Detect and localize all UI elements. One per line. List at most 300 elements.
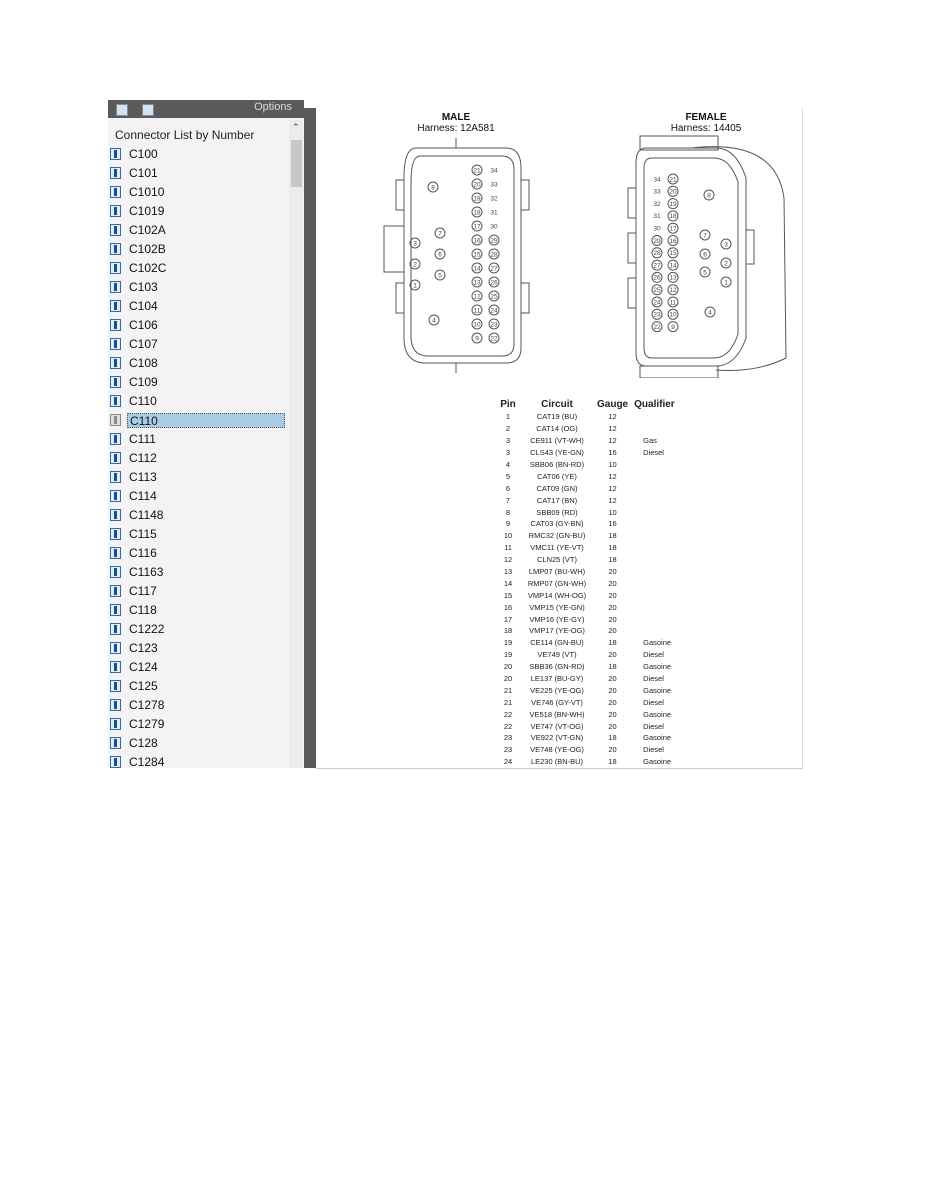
pin-25 [652,285,662,295]
svg-text:30: 30 [490,223,498,231]
svg-text:26: 26 [653,274,661,282]
table-row [496,756,678,768]
connector-list-item[interactable] [110,621,290,637]
svg-text:22: 22 [490,335,498,343]
pin-11 [472,305,482,315]
male-harness: Harness: 12A581 [417,123,495,134]
female-connector-outline [628,136,786,378]
cell-circuit: CAT06 (YE) [537,471,577,481]
cell-circuit: LE137 (BU-GY) [530,674,584,684]
connector-icon [110,452,121,464]
cell-pin: 15 [503,590,513,600]
pin-14 [472,263,482,273]
svg-text:8: 8 [431,184,435,192]
panel-toolbar [108,100,304,118]
cell-gauge: 18 [608,733,617,743]
connector-list-item[interactable] [110,488,290,504]
connector-label: C1148 [129,507,164,522]
table-row [496,470,678,482]
table-row [496,411,678,423]
connector-label: C102A [129,222,166,237]
cell-gauge: 20 [608,602,617,612]
cell-circuit: CLN25 (VT) [536,555,577,565]
cell-qualifier: Diesel [643,745,664,755]
svg-text:23: 23 [653,311,661,319]
cell-qualifier [631,423,678,435]
cell-circuit: CAT14 (OG) [536,424,578,434]
connector-list-item[interactable] [110,564,290,580]
svg-text:24: 24 [653,299,661,307]
connector-list-panel [108,100,304,768]
connector-label: C110 [127,413,285,428]
pin-21 [472,165,482,175]
cell-qualifier: Gasoine [643,685,672,695]
svg-text:1: 1 [413,282,417,290]
cell-circuit: VE922 (VT-GN) [530,733,584,743]
cell-pin: 14 [503,578,513,588]
cell-pin: 8 [505,507,511,517]
connector-icon [110,623,121,635]
table-row [496,732,678,744]
pin-9 [668,322,678,332]
table-row [496,649,678,661]
svg-text:19: 19 [473,195,481,203]
pin-5 [700,267,710,277]
female-label: FEMALE [685,112,727,123]
connector-icon [110,680,121,692]
connector-label: C1279 [129,716,165,731]
cell-gauge: 20 [608,578,617,588]
connector-list-item[interactable] [110,583,290,599]
cell-pin: 3 [505,436,511,446]
svg-text:20: 20 [473,181,481,189]
svg-text:14: 14 [669,262,677,270]
cell-circuit: LMP07 (BU-WH) [528,567,586,577]
pin-27 [489,263,499,273]
connector-icon [110,357,121,369]
cell-pin: 6 [505,483,511,493]
svg-text:6: 6 [703,251,707,259]
svg-text:23: 23 [490,321,498,329]
svg-text:4: 4 [432,317,436,325]
svg-text:24: 24 [490,307,498,315]
connector-label: C101 [129,165,158,180]
cell-circuit: VE225 (YE-OG) [530,685,584,695]
table-row [496,447,678,459]
cell-pin: 3 [505,448,511,458]
cell-circuit: CLS43 (YE-GN) [530,448,584,458]
connector-label: C1163 [129,564,164,579]
svg-text:16: 16 [669,237,677,245]
pin-3 [721,239,731,249]
cell-qualifier [631,577,678,589]
cell-qualifier: Gas [643,436,657,446]
svg-text:9: 9 [475,335,479,343]
pin-23 [489,319,499,329]
svg-text:17: 17 [473,223,481,231]
male-connector-outline [384,138,529,373]
connector-icon [110,205,121,217]
pin-6 [435,249,445,259]
cell-gauge: 12 [608,436,617,446]
svg-text:3: 3 [724,241,728,249]
column-header: Gauge [597,399,629,410]
pin-30 [653,226,661,233]
connector-icon [110,471,121,483]
cell-gauge: 20 [608,614,617,624]
cell-gauge: 20 [608,745,617,755]
connector-label: C111 [129,431,156,446]
cell-pin: 19 [503,650,513,660]
table-row [496,435,678,447]
pin-31 [490,209,498,216]
cell-circuit: CE911 (VT-WH) [530,436,584,446]
cell-pin: 21 [503,685,513,695]
table-row [496,423,678,435]
toolbar-icon-2[interactable] [142,104,154,116]
cell-qualifier: Diesel [643,697,664,707]
pin-30 [490,223,498,230]
connector-list-item[interactable] [110,222,290,238]
pin-23 [652,309,662,319]
male-label: MALE [441,112,471,123]
connector-icon [110,566,121,578]
cell-qualifier [631,494,678,506]
connector-icon [110,528,121,540]
pin-25 [489,291,499,301]
svg-text:8: 8 [707,192,711,200]
table-row [496,696,678,708]
svg-text:3: 3 [413,240,417,248]
pin-1 [721,277,731,287]
cell-pin: 18 [503,626,513,636]
cell-circuit: VMC11 (YE-VT) [530,543,584,553]
cell-qualifier [631,518,678,530]
svg-text:5: 5 [438,272,442,280]
connector-icon [110,509,121,521]
cell-gauge: 20 [608,674,617,684]
pin-4 [705,307,715,317]
connector-diagrams [316,108,802,378]
pin-16 [668,236,678,246]
svg-text:31: 31 [490,209,498,217]
svg-text:27: 27 [653,262,661,270]
pin-31 [653,213,661,220]
connector-icon [110,490,121,502]
cell-gauge: 20 [608,697,617,707]
connector-list-item[interactable] [110,241,290,257]
svg-text:2: 2 [413,261,417,269]
pin-12 [668,285,678,295]
cell-gauge: 20 [608,685,617,695]
scrollbar-thumb[interactable] [291,140,302,187]
cell-circuit: VMP16 (YE-GY) [529,614,585,624]
connector-label: C113 [129,469,157,484]
pin-7 [700,230,710,240]
pin-34 [653,176,661,183]
cell-circuit: RMC32 (GN-BU) [528,531,586,541]
cell-gauge: 20 [608,567,617,577]
cell-circuit: CAT03 (GY-BN) [530,519,584,529]
pin-21 [668,174,678,184]
svg-text:28: 28 [653,250,661,258]
connector-icon [110,319,121,331]
toolbar-icon-1[interactable] [116,104,128,116]
table-row [496,482,678,494]
pin-table [496,398,678,768]
connector-list-item[interactable] [110,602,290,618]
cell-pin: 21 [503,697,513,707]
cell-gauge: 20 [608,650,617,660]
cell-pin: 20 [503,674,513,684]
connector-list-item[interactable] [110,659,290,675]
connector-label: C114 [129,488,157,503]
connector-icon [110,338,121,350]
connector-list-item[interactable] [110,184,290,200]
svg-text:29: 29 [653,237,661,245]
connector-label: C123 [129,640,158,655]
cell-pin: 1 [505,412,511,422]
cell-pin: 7 [505,495,511,505]
connector-list-item[interactable] [110,697,290,713]
cell-gauge: 16 [608,519,617,529]
connector-label: C109 [129,374,158,389]
table-row [496,661,678,673]
svg-text:12: 12 [473,293,481,301]
connector-list-item[interactable] [110,203,290,219]
column-header: Pin [500,399,516,410]
pin-8 [704,190,714,200]
svg-text:28: 28 [490,251,498,259]
svg-text:31: 31 [653,213,661,221]
table-row [496,566,678,578]
cell-pin: 23 [503,733,513,743]
connector-icon [110,718,121,730]
scrollbar[interactable] [289,120,303,768]
table-row [496,637,678,649]
cell-qualifier: Diesel [643,448,664,458]
cell-pin: 12 [503,555,513,565]
cell-circuit: VE748 (YE-OG) [530,745,584,755]
connector-label: C128 [129,735,158,750]
cell-circuit: CAT17 (BN) [536,495,578,505]
svg-text:11: 11 [473,307,481,315]
connector-icon [110,433,121,445]
cell-pin: 17 [503,614,513,624]
pin-32 [653,201,661,208]
connector-list-item[interactable] [110,754,290,768]
table-row [496,708,678,720]
cell-gauge: 18 [608,555,617,565]
connector-label: C100 [129,146,158,161]
cell-pin: 5 [505,471,511,481]
cell-qualifier [631,625,678,637]
connector-icon [110,699,121,711]
connector-label: C1222 [129,621,165,636]
cell-circuit: VE747 (VT-OG) [530,721,584,731]
table-row [496,518,678,530]
connector-list-item[interactable] [110,469,290,485]
cell-gauge: 16 [608,448,617,458]
cell-pin: 9 [505,519,511,529]
svg-text:14: 14 [473,265,481,273]
connector-label: C110 [129,393,157,408]
svg-text:17: 17 [669,225,677,233]
connector-list-item[interactable] [110,640,290,656]
cell-gauge: 18 [608,638,617,648]
table-row [496,589,678,601]
pin-18 [472,207,482,217]
cell-qualifier [631,459,678,471]
connector-label: C125 [129,678,158,693]
pin-15 [668,248,678,258]
connector-icon [110,376,121,388]
cell-circuit: VMP17 (YE-OG) [529,626,585,636]
connector-label: C102B [129,241,166,256]
table-row [496,530,678,542]
pin-19 [668,199,678,209]
connector-list-item[interactable] [110,716,290,732]
cell-gauge: 20 [608,721,617,731]
connector-label: C1278 [129,697,165,712]
connector-label: C117 [129,583,157,598]
connector-icon [110,661,121,673]
cell-gauge: 20 [608,626,617,636]
pin-13 [668,272,678,282]
list-header: Connector List by Number [115,128,255,142]
pin-6 [700,249,710,259]
svg-text:21: 21 [669,176,677,184]
cell-pin: 2 [505,424,511,434]
connector-list-item[interactable] [110,526,290,542]
female-harness: Harness: 14405 [670,123,742,134]
cell-circuit: VE746 (GY-VT) [531,697,583,707]
connector-list-item[interactable] [110,374,290,390]
svg-text:32: 32 [653,200,661,208]
pin-16 [472,235,482,245]
connector-list-item[interactable] [110,355,290,371]
connector-icon [110,585,121,597]
cell-pin: 13 [503,567,513,577]
cell-gauge: 12 [608,471,617,481]
cell-gauge: 18 [608,531,617,541]
svg-text:21: 21 [473,167,481,175]
pin-2 [721,258,731,268]
cell-qualifier: Gasoine [643,733,672,743]
svg-text:27: 27 [490,265,498,273]
cell-qualifier: Diesel [643,650,664,660]
column-header: Circuit [541,399,573,410]
connector-list-item[interactable] [110,545,290,561]
connector-list-item[interactable] [110,412,290,428]
cell-gauge: 18 [608,757,617,767]
connector-list-item[interactable] [110,336,290,352]
svg-text:13: 13 [473,279,481,287]
pin-11 [668,297,678,307]
pin-34 [490,167,498,174]
table-row [496,613,678,625]
cell-circuit: VMP14 (WH-OG) [527,590,587,600]
pin-29 [652,236,662,246]
cell-circuit: CAT19 (BU) [536,412,578,422]
connector-icon [110,148,121,160]
cell-circuit: RMP07 (GN-WH) [527,578,587,588]
connector-list-item[interactable] [110,165,290,181]
pin-24 [652,297,662,307]
connector-list-item[interactable] [110,279,290,295]
cell-qualifier [631,554,678,566]
connector-list-item[interactable] [110,678,290,694]
connector-list-item[interactable] [110,146,290,162]
pin-17 [472,221,482,231]
svg-text:29: 29 [490,237,498,245]
connector-label: C115 [129,526,157,541]
connector-label: C102C [129,260,167,275]
pin-28 [489,249,499,259]
connector-list-item[interactable] [110,450,290,466]
connector-list-item[interactable] [110,260,290,276]
cell-gauge: 12 [608,483,617,493]
svg-text:6: 6 [438,251,442,259]
connector-icon [110,756,121,768]
pin-4 [429,315,439,325]
svg-text:10: 10 [669,311,677,319]
cell-circuit: LE230 (BN-BU) [530,757,584,767]
svg-text:2: 2 [724,260,728,268]
svg-text:26: 26 [490,279,498,287]
pin-20 [472,179,482,189]
connector-view [316,108,803,769]
connector-icon [110,281,121,293]
pin-28 [652,248,662,258]
cell-qualifier [631,601,678,613]
panel-splitter[interactable] [304,108,316,768]
connector-icon [110,395,121,407]
connector-label: C106 [129,317,158,332]
connector-list-item[interactable] [110,431,290,447]
connector-list-item[interactable] [110,735,290,751]
connector-list-item[interactable] [110,298,290,314]
svg-text:9: 9 [671,323,675,331]
connector-label: C112 [129,450,157,465]
options-button[interactable]: Options [254,101,292,113]
cell-qualifier [631,470,678,482]
cell-pin: 19 [503,638,513,648]
connector-list-item[interactable] [110,393,290,409]
svg-text:15: 15 [669,250,677,258]
scroll-up-icon[interactable]: ⌃ [292,122,300,132]
svg-text:33: 33 [490,181,498,189]
cell-gauge: 18 [608,543,617,553]
cell-qualifier [631,506,678,518]
table-row [496,684,678,696]
svg-text:19: 19 [669,200,677,208]
pin-15 [472,249,482,259]
connector-icon [110,243,121,255]
svg-text:18: 18 [669,213,677,221]
connector-list-item[interactable] [110,507,290,523]
connector-label: C124 [129,659,158,674]
cell-pin: 24 [503,757,513,767]
pin-19 [472,193,482,203]
connector-list-item[interactable] [110,317,290,333]
pin-22 [489,333,499,343]
cell-pin: 22 [503,721,513,731]
cell-gauge: 20 [608,709,617,719]
pin-32 [490,195,498,202]
svg-text:16: 16 [473,237,481,245]
cell-qualifier: Gasoine [643,662,672,672]
